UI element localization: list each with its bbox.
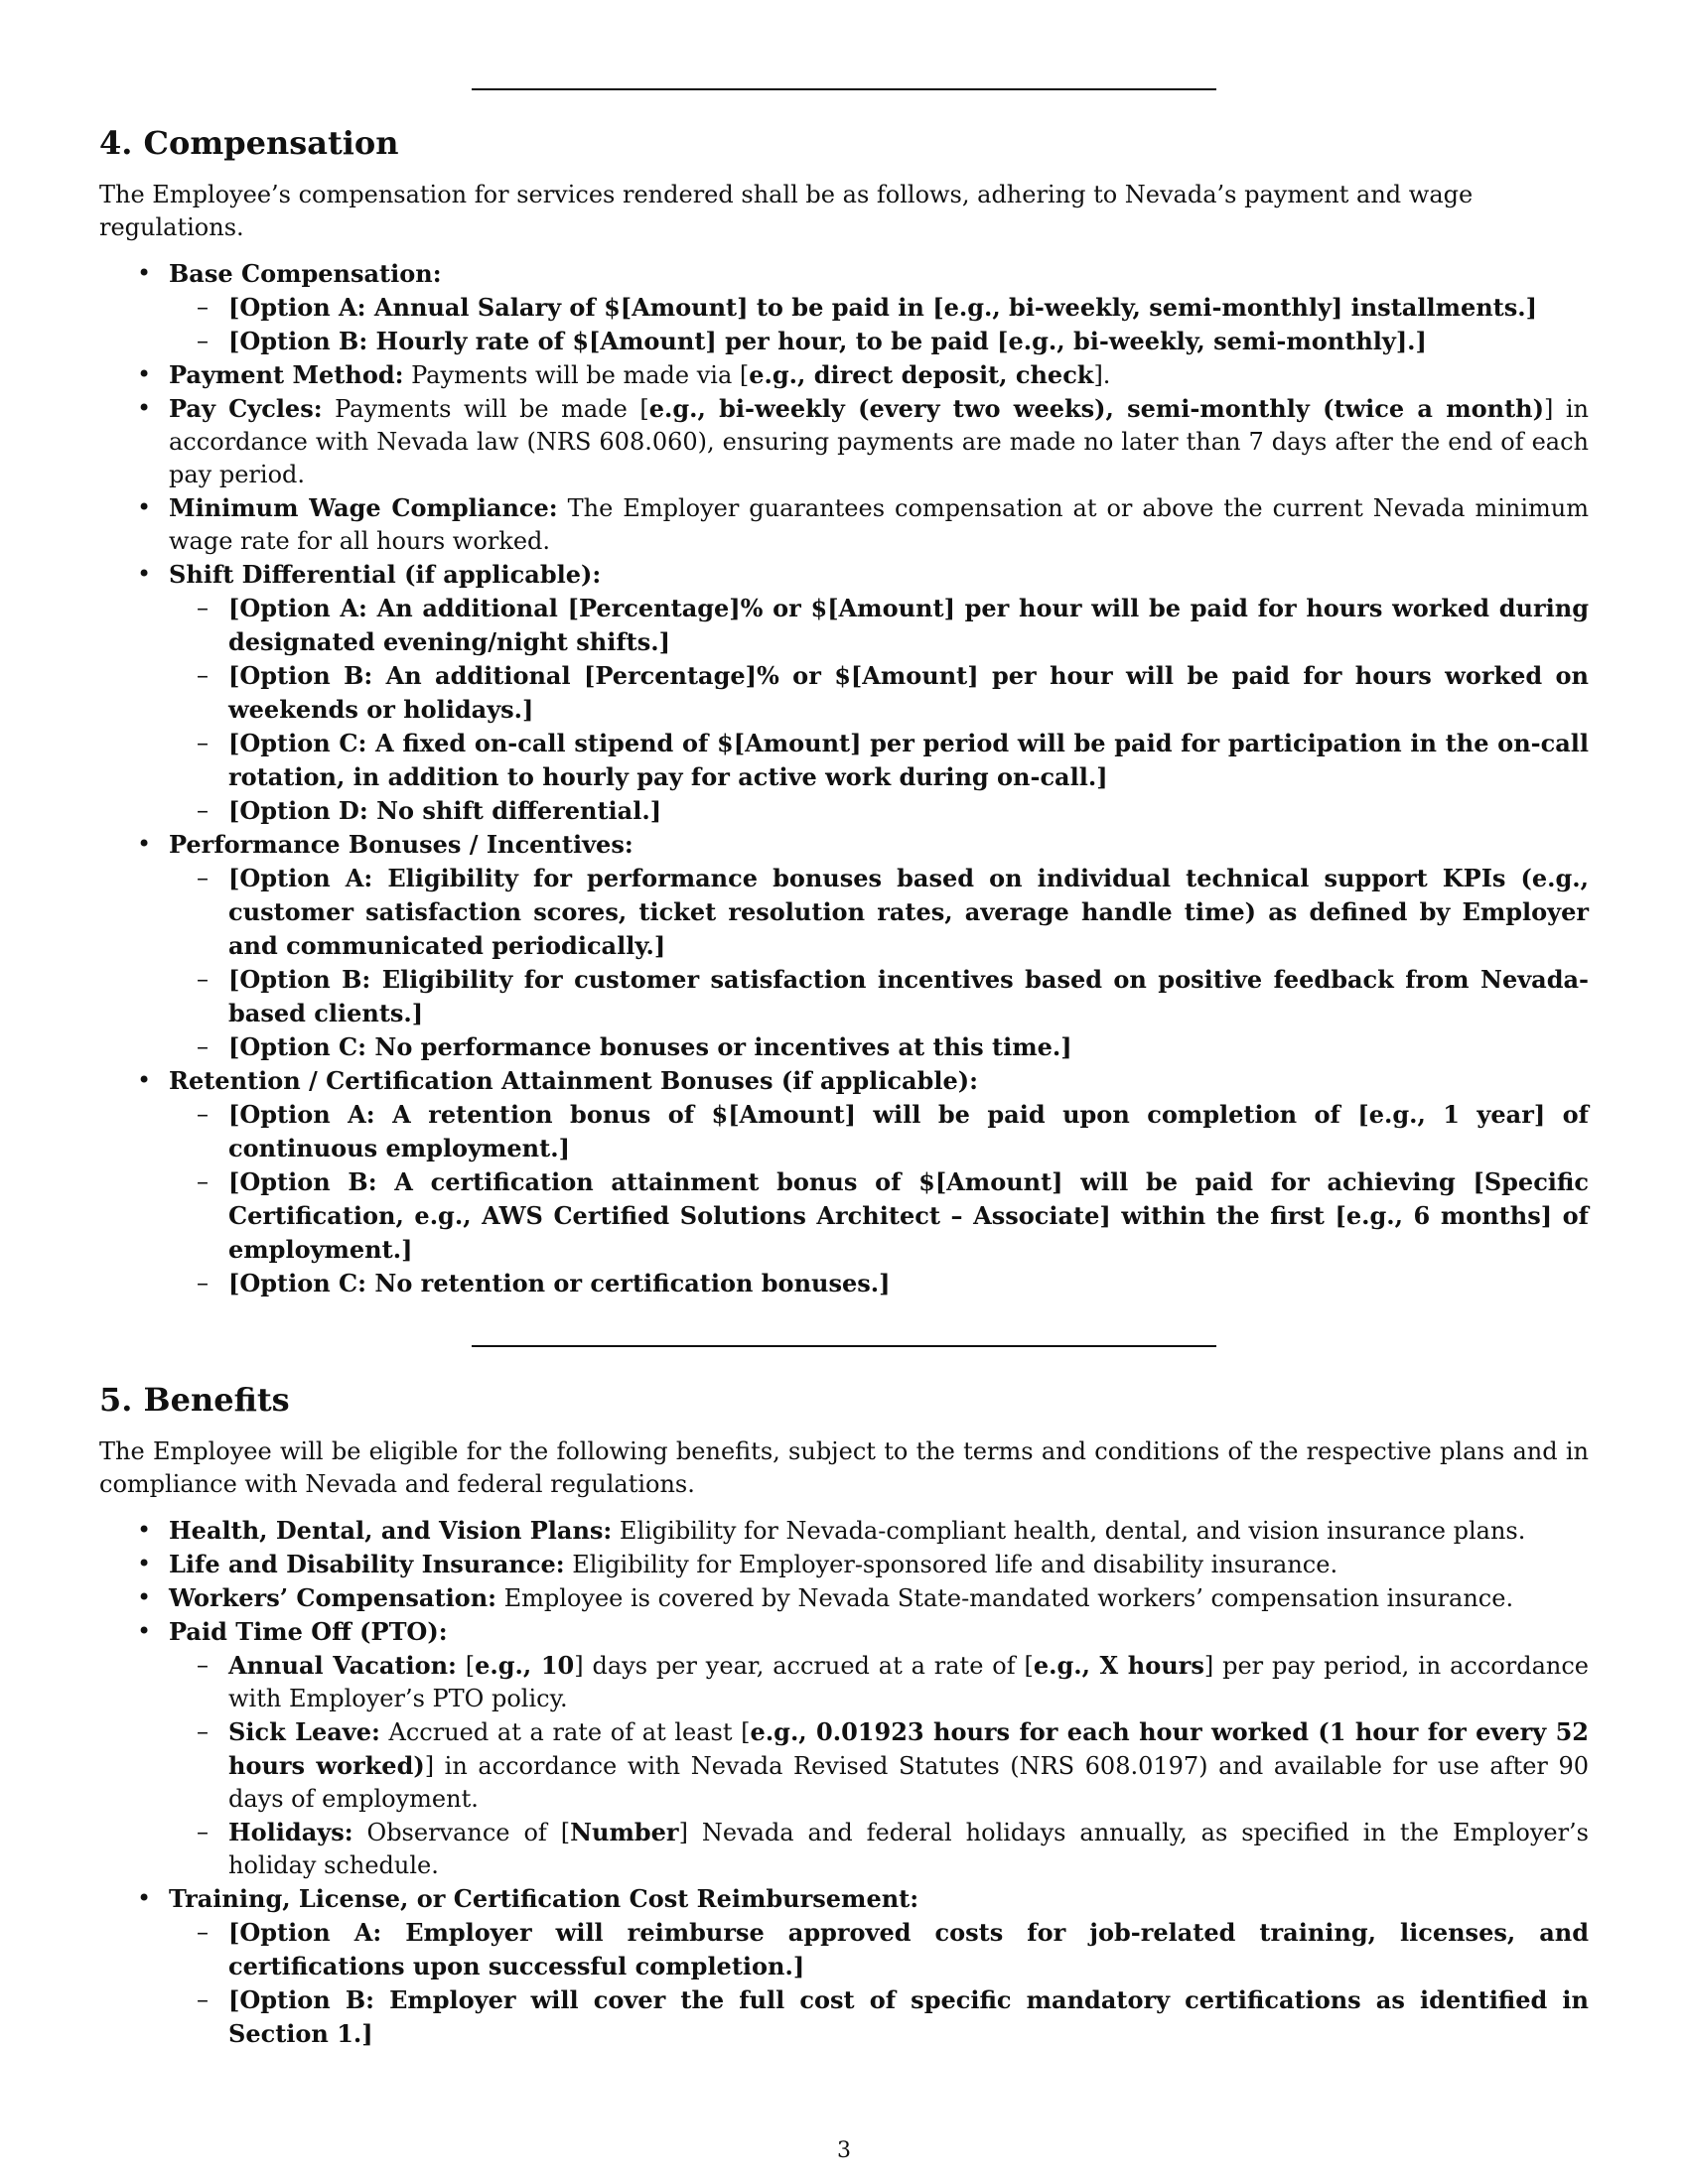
option-item: – [Option A: Eligibility for performance bonuses based on individual technical support KPIs (e.g., customer satisfaction scores, ticket resolution rates, average handle time) as defined by Employer and communicated periodically.] <box>167 862 1589 963</box>
list-item-base-compensation: • Base Compensation: – [Option A: Annual Salary of $[Amount] to be paid in [e.g., bi-weekly, semi-monthly] installments.] – [Option B: Hourly rate of $[Amount] per hour, to be paid [e.g., bi-weekly, semi-monthly].] <box>99 257 1589 358</box>
section-5-intro: The Employee will be eligible for the following benefits, subject to the terms and conditions of the respective plans and in compliance with Nevada and federal regulations. <box>99 1437 1589 1498</box>
section-4-heading: 4. Compensation <box>99 124 399 162</box>
section-4-intro: The Employee’s compensation for services rendered shall be as follows, adhering to Nevada’s payment and wage regulations. <box>99 181 1474 241</box>
list-item-health-plans: • Health, Dental, and Vision Plans: Eligibility for Nevada-compliant health, dental, and vision insurance plans. <box>99 1514 1589 1548</box>
compensation-list <box>99 257 1589 1300</box>
document-page <box>99 0 1589 2051</box>
option-item: – [Option B: Hourly rate of $[Amount] per hour, to be paid [e.g., bi-weekly, semi-monthly].] <box>167 325 1589 358</box>
pto-vacation: – Annual Vacation: [e.g., 10] days per year, accrued at a rate of [e.g., X hours] per pay period, in accordance with Employer’s PTO policy. <box>167 1649 1589 1715</box>
benefits-list <box>99 1514 1589 2051</box>
option-item: – [Option C: A fixed on-call stipend of $[Amount] per period will be paid for participation in the on-call rotation, in addition to hourly pay for active work during on-call.] <box>167 727 1589 794</box>
option-item: – [Option B: A certification attainment bonus of $[Amount] will be paid for achieving [Specific Certification, e.g., AWS Certified Solutions Architect – Associate] within the first [e.g., 6 months] of employment.] <box>167 1165 1589 1267</box>
list-item-pay-cycles: • Pay Cycles: Payments will be made [e.g., bi-weekly (every two weeks), semi-monthly (twice a month)] in accordance with Nevada law (NRS 608.060), ensuring payments are made no later than 7 days after the end of each pay period. <box>99 392 1589 491</box>
option-item: – [Option A: An additional [Percentage]% or $[Amount] per hour will be paid for hours worked during designated evening/night shifts.] <box>167 592 1589 659</box>
pto-sick-leave: – Sick Leave: Accrued at a rate of at least [e.g., 0.01923 hours for each hour worked (1 hour for every 52 hours worked)] in accordance with Nevada Revised Statutes (NRS 608.0197) and available for use after 90 days of employment. <box>167 1715 1589 1816</box>
list-item-training-reimbursement: • Training, License, or Certification Cost Reimbursement: – [Option A: Employer will reimburse approved costs for job-related training, licenses, and certifications upon successful completion.] – [Option B: Employer will cover the full cost of specific mandatory certifications as identified in Section 1.] <box>99 1882 1589 2051</box>
list-item-workers-comp: • Workers’ Compensation: Employee is covered by Nevada State-mandated workers’ compensation insurance. <box>99 1581 1589 1615</box>
list-item-pto: • Paid Time Off (PTO): – Annual Vacation: [e.g., 10] days per year, accrued at a rate of [e.g., X hours] per pay period, in accordance with Employer’s PTO policy. – Sick Leave: Accrued at a rate of at least [e.g., 0.01923 hours for each hour worked (1 hour for every 52 hours worked)] in accordance with Nevada Revised Statutes (NRS 608.0197) and available for use after 90 days of employment. – Holidays: Observance of [Number] Nevada and federal holidays annually, as specified in the Employer’s holiday schedule. <box>99 1615 1589 1882</box>
option-item: – [Option A: Employer will reimburse approved costs for job-related training, licenses, and certifications upon successful completion.] <box>167 1916 1589 1983</box>
pto-holidays: – Holidays: Observance of [Number] Nevada and federal holidays annually, as specified in the Employer’s holiday schedule. <box>167 1816 1589 1882</box>
list-item-life-insurance: • Life and Disability Insurance: Eligibility for Employer-sponsored life and disability insurance. <box>99 1548 1589 1581</box>
option-item: – [Option B: Employer will cover the full cost of specific mandatory certifications as identified in Section 1.] <box>167 1983 1589 2051</box>
list-item-performance-bonuses: • Performance Bonuses / Incentives: – [Option A: Eligibility for performance bonuses based on individual technical support KPIs (e.g., customer satisfaction scores, ticket resolution rates, average handle time) as defined by Employer and communicated periodically.] – [Option B: Eligibility for customer satisfaction incentives based on positive feedback from Nevada-based clients.] – [Option C: No performance bonuses or incentives at this time.] <box>99 828 1589 1064</box>
option-item: – [Option C: No retention or certification bonuses.] <box>167 1267 1589 1300</box>
option-item: – [Option A: A retention bonus of $[Amount] will be paid upon completion of [e.g., 1 year] of continuous employment.] <box>167 1098 1589 1165</box>
list-item-shift-differential: • Shift Differential (if applicable): – [Option A: An additional [Percentage]% or $[Amount] per hour will be paid for hours worked during designated evening/night shifts.] – [Option B: An additional [Percentage]% or $[Amount] per hour will be paid for hours worked on weekends or holidays.] – [Option C: A fixed on-call stipend of $[Amount] per period will be paid for participation in the on-call rotation, in addition to hourly pay for active work during on-call.] – [Option D: No shift differential.] <box>99 558 1589 828</box>
option-item: – [Option B: An additional [Percentage]% or $[Amount] per hour will be paid for hours worked on weekends or holidays.] <box>167 659 1589 727</box>
list-item-minimum-wage: • Minimum Wage Compliance: The Employer guarantees compensation at or above the current Nevada minimum wage rate for all hours worked. <box>99 491 1589 558</box>
section-5-heading: 5. Benefits <box>99 1381 290 1419</box>
option-item: – [Option D: No shift differential.] <box>167 794 1589 828</box>
list-item-retention-bonuses: • Retention / Certification Attainment Bonuses (if applicable): – [Option A: A retention bonus of $[Amount] will be paid upon completion of [e.g., 1 year] of continuous employment.] – [Option B: A certification attainment bonus of $[Amount] will be paid for achieving [Specific Certification, e.g., AWS Certified Solutions Architect – Associate] within the first [e.g., 6 months] of employment.] – [Option C: No retention or certification bonuses.] <box>99 1064 1589 1300</box>
option-item: – [Option B: Eligibility for customer satisfaction incentives based on positive feedback from Nevada-based clients.] <box>167 963 1589 1030</box>
list-item-payment-method: • Payment Method: Payments will be made via [e.g., direct deposit, check]. <box>99 358 1589 392</box>
page-number: 3 <box>837 2138 851 2163</box>
option-item: – [Option C: No performance bonuses or incentives at this time.] <box>167 1030 1589 1064</box>
option-item: – [Option A: Annual Salary of $[Amount] to be paid in [e.g., bi-weekly, semi-monthly] installments.] <box>167 291 1589 325</box>
